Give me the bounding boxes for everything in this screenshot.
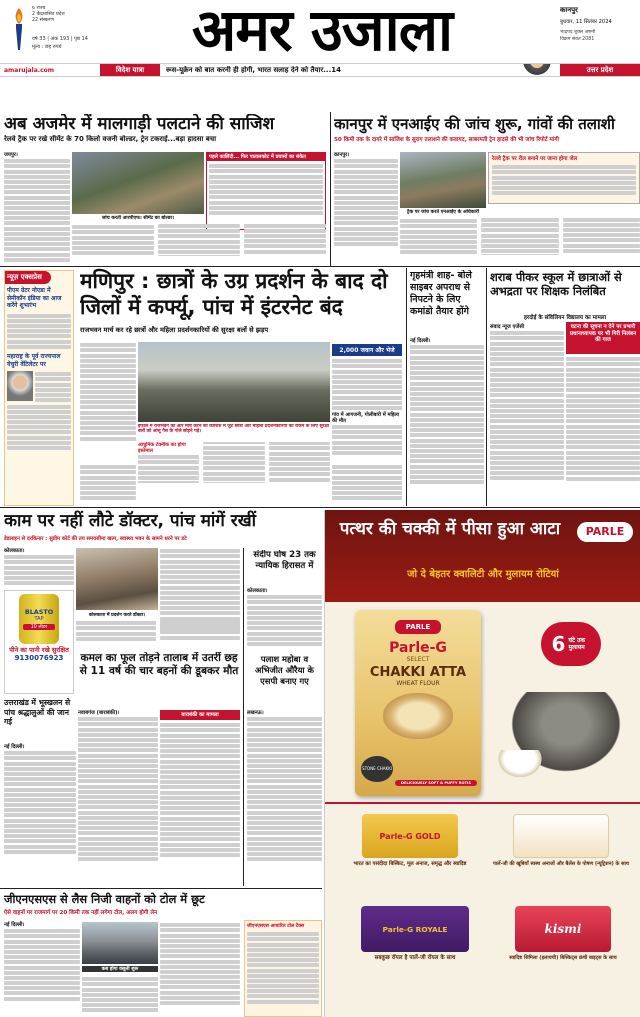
atta-product: Parle-G [389,640,447,656]
biscuit-1-caption: भारत का पसंदीदा बिस्किट, मूल अनाज, समृद्ध और स्वादिष्ट [353,861,467,867]
news-express-item[interactable]: पीएम ग्रेटर नोएडा में सेमीकॉन इंडिया का आज करेंगे शुभारंभ [7,287,62,309]
manipur-body-col1 [80,342,136,462]
gnss-photo-caption: कब होगा वसूली शुरू [82,966,158,972]
palash-headline[interactable]: पलाश महोबा व अभिजीत औरैया के एसपी बनाए गए [255,654,314,686]
reach-notes [32,6,92,34]
minister-photo [522,63,552,77]
kamal-box: बाराबंकी का मामला [160,710,240,720]
dateline: संवाद न्यूज एजेंसी [490,324,525,330]
doctors-photo [76,548,158,610]
biscuit-3[interactable] [345,906,485,986]
ajmer-photo [72,152,204,214]
troops-label: 2,000 जवान और भेजे [332,344,402,356]
sandeep-headline[interactable]: संदीप घोष 23 तक न्यायिक हिरासत में [253,550,316,571]
manipur-side-title: गांव में आगजनी, गोलीबारी में महिला की मौत [332,411,400,424]
dateline: नई दिल्ली। [410,338,431,344]
manipur-photo [138,342,330,422]
biscuit-3-caption: सबकुछ रॉयल है पार्ले-जी रॉयल के साथ [374,955,456,961]
dateline: नई दिल्ली। [4,922,25,928]
nav-bar [0,63,640,77]
kanpur-headline[interactable]: कानपुर में एनआईए की जांच शुरू, गांवों की तलाशी [334,115,615,133]
kamal-headline[interactable]: कमल का फूल तोड़ने तालाब में उतरीं छह से 11 वर्ष की चार बहनों की डूबकर मौत [79,652,239,677]
region-tag[interactable]: उत्तर प्रदेश [560,64,640,77]
hours-text: घंटे तक मुलायम [568,637,586,651]
dateline: कोलकाता। [247,588,268,594]
hindu-date: भाद्रपद शुक्ल अष्टमी [560,30,596,35]
ajmer-box-title: पहले कालिंदी... फिर पातालकोट में प्रयासों का संकेत [207,153,325,161]
uttarakhand-headline[interactable]: उत्तराखंड में भूस्खलन से पांच श्रद्धालुओं की जान गई [4,698,71,727]
doctors-body-col1 [4,546,74,588]
date: बुधवार, 11 सितंबर 2024 [560,19,612,25]
water-tank-icon [19,594,59,644]
school-headline[interactable]: शराब पीकर स्कूल में छात्राओं से अभद्रता पर शिक्षक निलंबित [490,270,622,298]
kanpur-body-col1 [334,150,398,262]
parle-ad[interactable] [324,510,640,1017]
parle-subline: जो दे बेहतर क्वालिटी और मुलायम रोटियां [407,569,559,580]
edition-meta: वर्ष 33 | अंक 193 | पृष्ठ 14 [32,36,88,42]
school-body-col1 [490,322,564,506]
torch-icon [10,6,28,52]
gnss-body-col2 [82,976,158,1017]
doctors-photo-caption: कोलकाता में प्रदर्शन करते डॉक्टर। [88,613,146,618]
masthead [0,0,640,62]
water-ad-sub: TAP [34,616,44,622]
manipur-body-col3 [80,464,136,504]
ajmer-photo-caption: जांच करती आरपीएफ। सीमेंट का बोल्डर। [101,216,175,221]
parle-ad-top [325,510,640,602]
site-link[interactable]: amarujala.com [4,67,55,74]
biscuit-1[interactable] [345,814,475,888]
doctors-body-col3 [76,620,240,648]
dateline: कानपुर। [334,152,350,158]
samvat: विक्रम संवत 2081 [560,37,595,42]
parle-logo: PARLE [577,522,633,542]
parle-divider [325,802,640,804]
doctors-headline[interactable]: काम पर नहीं लौटे डॉक्टर, पांच मांगें रखीं [4,511,257,531]
uttarakhand-body [4,742,76,886]
gnss-subhead: ऐसे वाहनों पर राजमार्ग पर 20 किमी तक नहीं लगेगा टोल, अलग होगी लेन [4,910,158,916]
cyber-headline[interactable]: गृहमंत्री शाह- बोले साइबर अपराध से निपटने के लिए कमांडो तैयार होंगे [410,270,472,317]
hours-number: 6 [551,632,566,656]
ajmer-body-col2 [72,224,326,264]
manipur-body-col2 [138,442,330,504]
manipur-subhead: राजभवन मार्च कर रहे छात्रों और महिला प्रदर्शनकारियों की सुरक्षा बलों से झड़प [80,326,269,334]
water-ad-brand: BLASTO [24,608,54,616]
palash-body [247,708,322,886]
kanpur-box-title: रेलवे ट्रैक पर रील बनाने पर जाना होगा जेल [492,156,578,162]
biscuit-2[interactable] [491,814,631,888]
parle-headline: पत्थर की चक्की में पीसा हुआ आटा [339,519,561,539]
kanpur-body-col2 [400,218,640,262]
biscuit-4[interactable] [491,906,635,986]
kanpur-photo-caption: ट्रैक पर जांच करते एनआईए के अधिकारी [407,210,479,215]
dateline: जयपुर। [4,152,18,158]
atta-name: CHAKKI ATTA [369,665,467,680]
kamal-body-col1 [78,708,158,886]
gnss-body-col1 [4,920,80,1017]
atta-badge: DELICIOUSLY SOFT & PUFFY ROTIS [395,780,477,786]
dateline: नवाबगंज (बाराबंकी)। [78,710,120,716]
water-ad-phone[interactable]: 9130076923 [14,654,64,662]
biscuit-2-caption: पार्ले-जी की खूबियाँ स्वस्थ अनाजों और बैलेंस के पोषण (न्यूट्रिशन) के साथ [493,861,629,867]
ajmer-subhead: रेलवे ट्रैक पर रखे सीमेंट के 70 किलो वजनी बोल्डर, ट्रेन टकराई...बड़ा हादसा बचा [4,135,217,143]
school-body-col2 [566,356,640,506]
school-subhead: हरदोई के संविलियन विद्यालय का मामला [523,315,607,321]
manipur-photo-caption: इंफाल में राजभवन की ओर मार्च करने की कोशिश में जुटे छात्रों और महिला प्रदर्शनकारियों को रोकने के लिए सुरक्षा बलों को आंसू गैस के गोले छोड़ने पड़े। [138,424,329,435]
portrait [7,371,33,401]
note: 22 संस्करण [32,18,54,23]
kanpur-subhead: 50 किमी तक के दायरे में साजिश के सुराग तलाशने की कवायद, साबरमती ट्रेन हादसे की भी जांच रिपोर्ट मांगी [334,137,559,143]
atta-product-sub: SELECT [406,656,430,663]
atta-brand: PARLE [395,620,441,634]
dateline: नई दिल्ली। [4,744,25,750]
water-ad-slogan: पीने का पानी रखे सुरक्षित [9,646,69,654]
city: कानपुर [560,6,578,14]
gnss-headline[interactable]: जीएनएसएस से लैस निजी वाहनों को टोल में छूट [4,892,205,906]
biscuit-4-caption: स्वादिष्ट सिमिला (इलायची) बिस्किट्स क्रंची बाइट्स के साथ [509,955,617,961]
note: 2 केंद्रशासित प्रदेश [32,12,65,17]
manipur-sub-box: आधुनिक टेक्नीक का होगा इस्तेमाल [138,442,186,454]
ajmer-body-col1 [4,150,70,285]
flour-bowl-icon [495,750,545,780]
school-box: घटना की सूचना न देने पर प्रभारी प्रधानाध्यापक पर भी गिरी निलंबन की गाज [566,322,640,354]
water-ad[interactable] [4,590,74,694]
note: 6 राज्य [32,6,46,11]
roti-icon [383,693,453,739]
biscuit-4-name: kismi [544,922,582,936]
troops-box [332,344,402,462]
nav-headline[interactable]: रूस-यूक्रेन को बात करनी ही होगी, भारत सलाह देने को तैयार...14 [166,66,341,74]
biscuit-pack-kismi [515,906,611,952]
ajmer-headline[interactable]: अब अजमेर में मालगाड़ी पलटाने की साजिश [4,114,275,134]
gnss-photo [82,922,158,964]
section-tag[interactable]: विदेश यात्रा [100,64,160,77]
kamal-body-col2 [160,722,240,886]
gnss-body-col3 [160,922,240,1017]
news-express-label: न्यूज़ एक्सप्रेस [5,271,51,284]
news-express [4,270,74,506]
logo[interactable]: अमर उजाला [191,0,453,62]
cyber-body [410,336,484,506]
atta-pack [355,610,481,796]
gnss-box [244,920,322,1017]
biscuit-pack-nutri [513,814,609,858]
ajmer-box [206,152,326,230]
biscuit-1-name: Parle-G GOLD [379,831,441,841]
biscuit-pack-royale [361,906,469,952]
water-ad-size: 10 लीटर [23,624,55,630]
price: मूल्य : छह रुपये [32,44,62,50]
atta-sub: WHEAT FLOUR [396,680,440,687]
biscuit-pack-gold [362,814,458,858]
manipur-headline[interactable]: मणिपुर : छात्रों के उग्र प्रदर्शन के बाद दो जिलों में कर्फ्यू, पांच में इंटरनेट बंद [80,269,388,319]
hours-badge [541,622,601,666]
dateline: कोलकाता। [4,548,25,554]
manipur-body-col4 [332,464,402,504]
dateline: लखनऊ। [247,710,264,716]
doctors-subhead: डेडलाइन से दरकिनार : सुप्रीम कोर्ट की तय समयसीमा खत्म, स्वास्थ्य भवन के सामने धरने पर डटे [4,536,187,542]
gnss-box-title: जीएनएसएस आधारित टोल टैक्स [247,924,305,929]
biscuit-3-name: Parle-G ROYALE [382,924,448,934]
kanpur-box [488,152,640,204]
sandeep-body [247,586,322,650]
news-express-item[interactable]: महाराष्ट्र के पूर्व राज्यपाल येचुरी वेंटिलेटर पर [7,353,61,368]
stone-label: STONE CHAKKI [361,756,393,782]
kanpur-photo [400,152,486,208]
